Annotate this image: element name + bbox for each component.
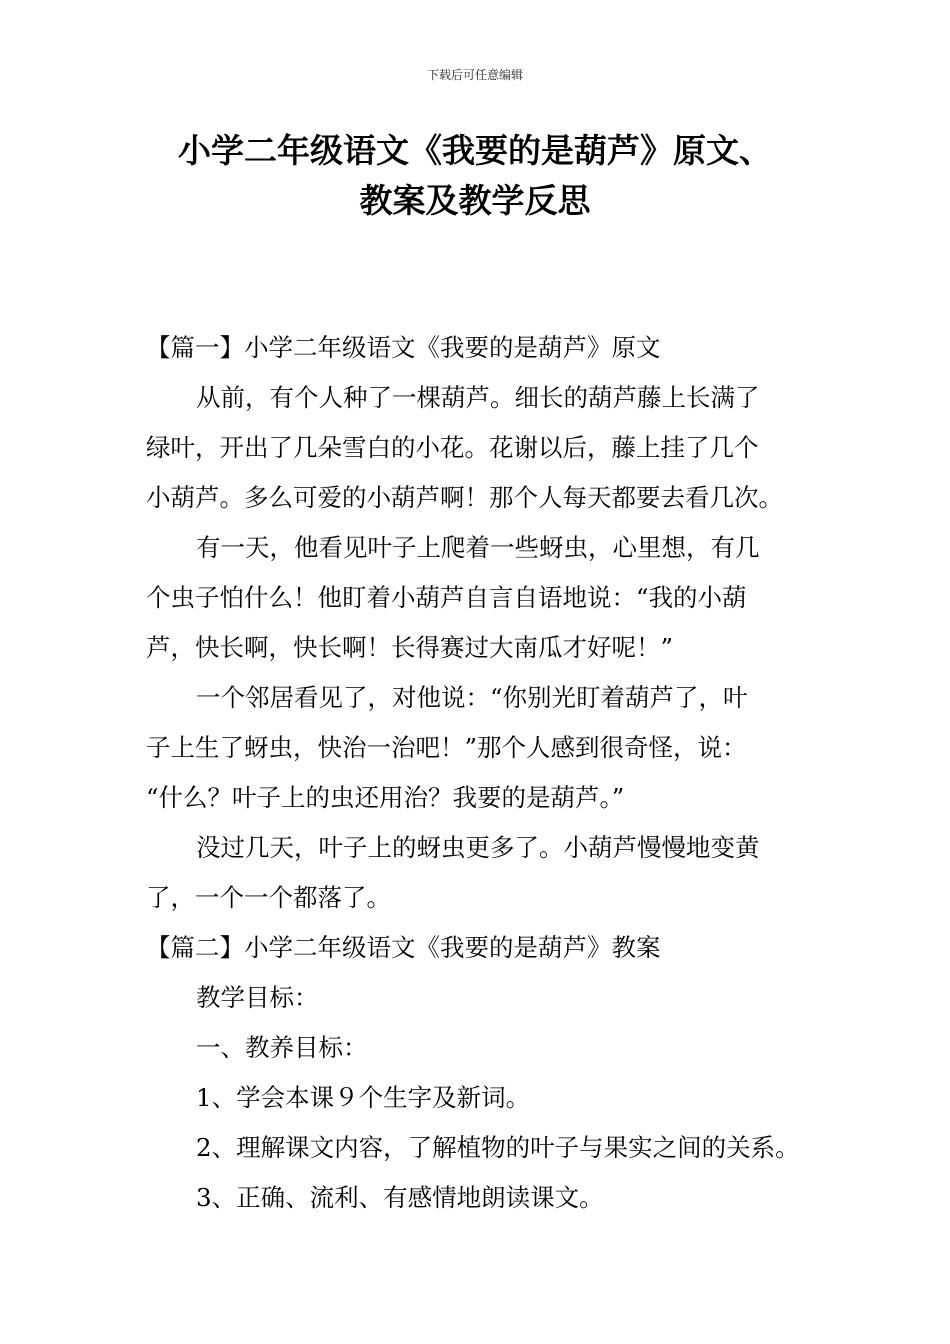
paragraph-line: 子上生了蚜虫，快治一治吧！”那个人感到很奇怪，说： [146,733,747,762]
subheading: 一、教养目标： [196,1033,368,1062]
paragraph-line: 绿叶，开出了几朵雪白的小花。花谢以后，藤上挂了几个 [146,433,759,462]
paragraph-line: 一个邻居看见了，对他说：“你别光盯着葫芦了，叶 [196,683,748,712]
paragraph-line: 有一天，他看见叶子上爬着一些蚜虫，心里想，有几 [196,533,760,562]
document-body [146,323,816,1223]
subheading: 教学目标： [196,983,319,1012]
section-heading-1: 【篇一】小学二年级语文《我要的是葫芦》原文 [146,333,661,362]
list-item: 3、正确、流利、有感情地朗读课文。 [196,1183,604,1212]
list-item: 2、理解课文内容，了解植物的叶子与果实之间的关系。 [196,1133,800,1162]
title-line-1: 小学二年级语文《我要的是葫芦》原文、 [178,131,772,170]
paragraph-line: 小葫芦。多么可爱的小葫芦啊！那个人每天都要去看几次。 [146,483,783,512]
section-heading-2: 【篇二】小学二年级语文《我要的是葫芦》教案 [146,933,661,962]
paragraph-line: 了，一个一个都落了。 [146,883,391,912]
list-item: 1、学会本课９个生字及新词。 [196,1083,531,1112]
header-note: 下载后可任意编辑 [426,68,523,82]
paragraph-line: 芦，快长啊，快长啊！长得赛过大南瓜才好呢！” [146,633,674,662]
paragraph-line: 没过几天，叶子上的蚜虫更多了。小葫芦慢慢地变黄 [196,833,760,862]
title-line-2: 教案及教学反思 [359,181,591,220]
paragraph-line: “什么？叶子上的虫还用治？我要的是葫芦。” [146,783,625,812]
document-title [0,126,950,226]
paragraph-line: 个虫子怕什么！他盯着小葫芦自言自语地说：“我的小葫 [146,583,747,612]
paragraph-line: 从前，有个人种了一棵葫芦。细长的葫芦藤上长满了 [196,383,760,412]
